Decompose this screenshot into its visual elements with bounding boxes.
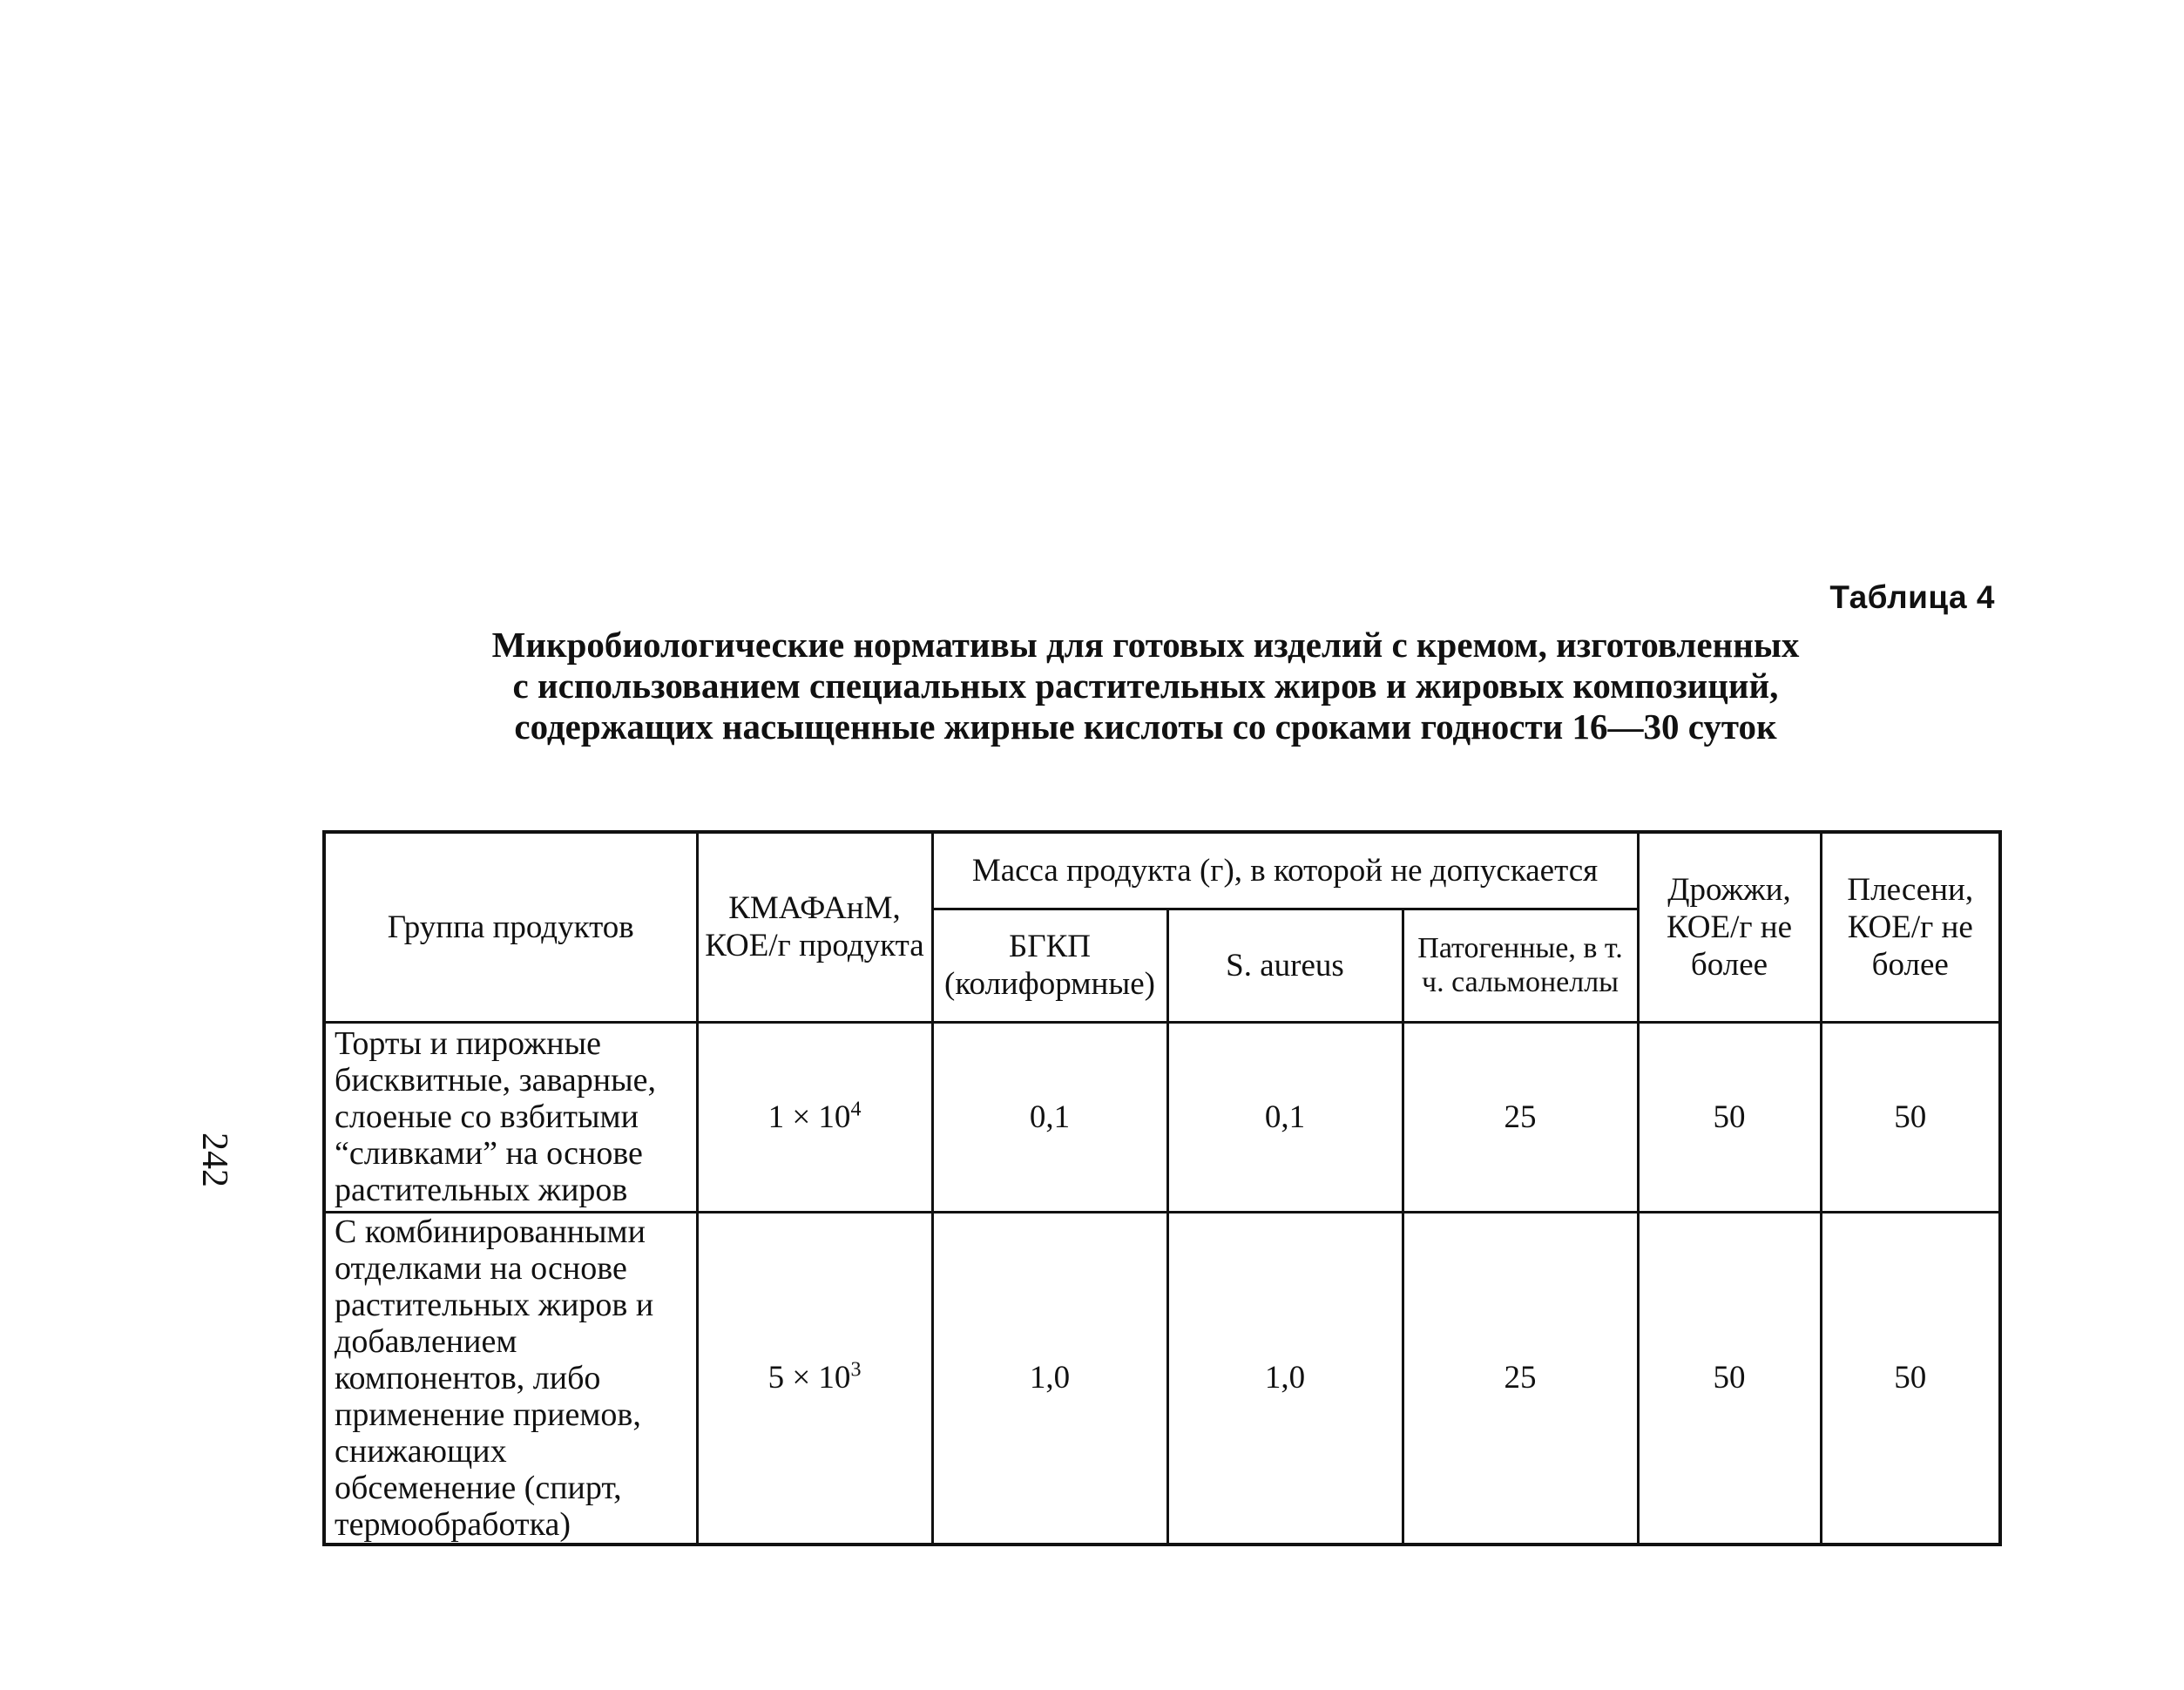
page-number: 242 [194, 1132, 234, 1187]
table-title [427, 625, 1864, 747]
kmafanm-base: 5 × 10 [767, 1360, 851, 1396]
cell-pathogens: 25 [1403, 1022, 1638, 1212]
title-line: с использованием специальных растительных жиров и жировых композиций, [512, 666, 1779, 706]
header-row [324, 832, 2000, 909]
kmafanm-exponent: 3 [850, 1358, 862, 1382]
header-kmafanm: КМАФАнМ, КОЕ/г продукта [697, 832, 932, 1022]
table-row [324, 1212, 2000, 1545]
header-molds: Плесени, КОЕ/г не более [1821, 832, 2000, 1022]
header-mass: Масса продукта (г), в которой не допускается [932, 832, 1638, 909]
table-label: Таблица 4 [1829, 579, 1995, 615]
cell-bgkp: 1,0 [932, 1212, 1167, 1545]
cell-molds: 50 [1821, 1022, 2000, 1212]
header-bgkp: БГКП (колиформные) [932, 909, 1167, 1022]
cell-saureus: 0,1 [1167, 1022, 1403, 1212]
header-yeast: Дрожжи, КОЕ/г не более [1638, 832, 1821, 1022]
kmafanm-exponent: 4 [850, 1098, 862, 1121]
cell-kmafanm [697, 1212, 932, 1545]
header-pathogens: Патогенные, в т. ч. сальмонеллы [1403, 909, 1638, 1022]
cell-molds: 50 [1821, 1212, 2000, 1545]
cell-yeast: 50 [1638, 1212, 1821, 1545]
cell-yeast: 50 [1638, 1022, 1821, 1212]
cell-saureus: 1,0 [1167, 1212, 1403, 1545]
header-saureus: S. aureus [1167, 909, 1403, 1022]
microbiological-norms-table [322, 830, 2002, 1546]
cell-bgkp: 0,1 [932, 1022, 1167, 1212]
cell-kmafanm [697, 1022, 932, 1212]
header-group: Группа продуктов [324, 832, 697, 1022]
title-line: Микробиологические нормативы для готовых изделий с кремом, изготовленных [491, 625, 1800, 665]
cell-group: Торты и пирожные бисквитные, заварные, слоеные со взбитыми “сливками” на основе растительных жиров [324, 1022, 697, 1212]
table-row [324, 1022, 2000, 1212]
kmafanm-base: 1 × 10 [767, 1098, 851, 1135]
cell-pathogens: 25 [1403, 1212, 1638, 1545]
title-line: содержащих насыщенные жирные кислоты со сроками годности 16—30 суток [514, 706, 1777, 747]
cell-group: С комбинированными отделками на основе растительных жиров и добавлением компонентов, либо применение приемов, снижающих обсеменение (спирт, термообработка) [324, 1212, 697, 1545]
